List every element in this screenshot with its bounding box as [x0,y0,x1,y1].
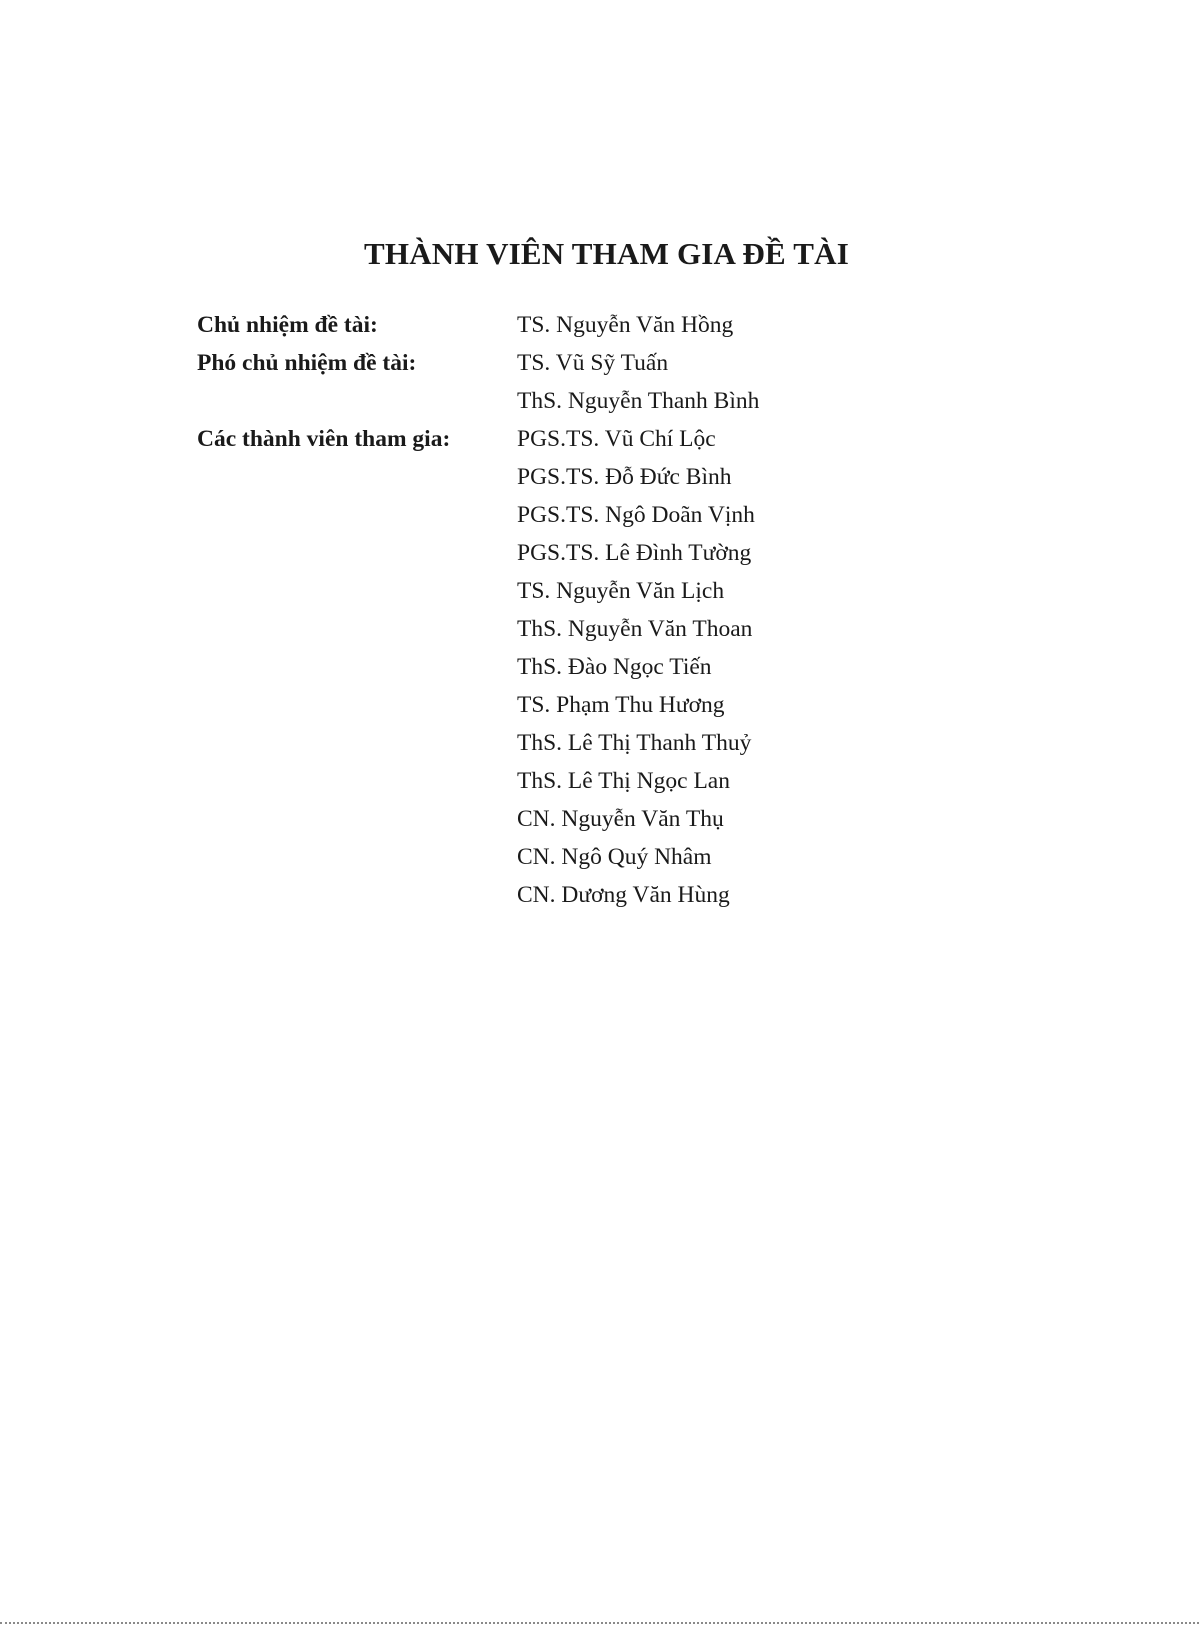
role-members-participants [517,420,977,914]
member-name: TS. Phạm Thu Hương [517,692,725,718]
member-name: CN. Dương Văn Hùng [517,882,730,908]
member-name: ThS. Lê Thị Thanh Thuỷ [517,730,752,756]
member-name: PGS.TS. Ngô Doãn Vịnh [517,502,755,528]
scan-edge-divider [0,1622,1199,1624]
member-name: ThS. Nguyễn Thanh Bình [517,388,760,414]
member-name: ThS. Đào Ngọc Tiến [517,654,712,680]
role-label-chair: Chủ nhiệm đề tài: [197,312,378,338]
role-vice-chair [197,344,977,420]
member-name: TS. Vũ Sỹ Tuấn [517,350,669,376]
member-name: PGS.TS. Đỗ Đức Bình [517,464,732,490]
role-participants [197,420,977,914]
role-members-chair [517,306,977,344]
member-name: CN. Ngô Quý Nhâm [517,844,712,870]
member-name: TS. Nguyễn Văn Hồng [517,312,734,338]
member-name: ThS. Nguyễn Văn Thoan [517,616,753,642]
page-title: THÀNH VIÊN THAM GIA ĐỀ TÀI [364,236,849,271]
member-name: PGS.TS. Lê Đình Tường [517,540,752,566]
member-name: ThS. Lê Thị Ngọc Lan [517,768,730,794]
member-roster [197,306,977,914]
member-name: PGS.TS. Vũ Chí Lộc [517,426,716,452]
role-label-vice-chair: Phó chủ nhiệm đề tài: [197,350,417,376]
role-label-participants: Các thành viên tham gia: [197,426,451,452]
member-name: CN. Nguyễn Văn Thụ [517,806,724,832]
role-members-vice-chair [517,344,977,420]
role-chair [197,306,977,344]
member-name: TS. Nguyễn Văn Lịch [517,578,725,604]
